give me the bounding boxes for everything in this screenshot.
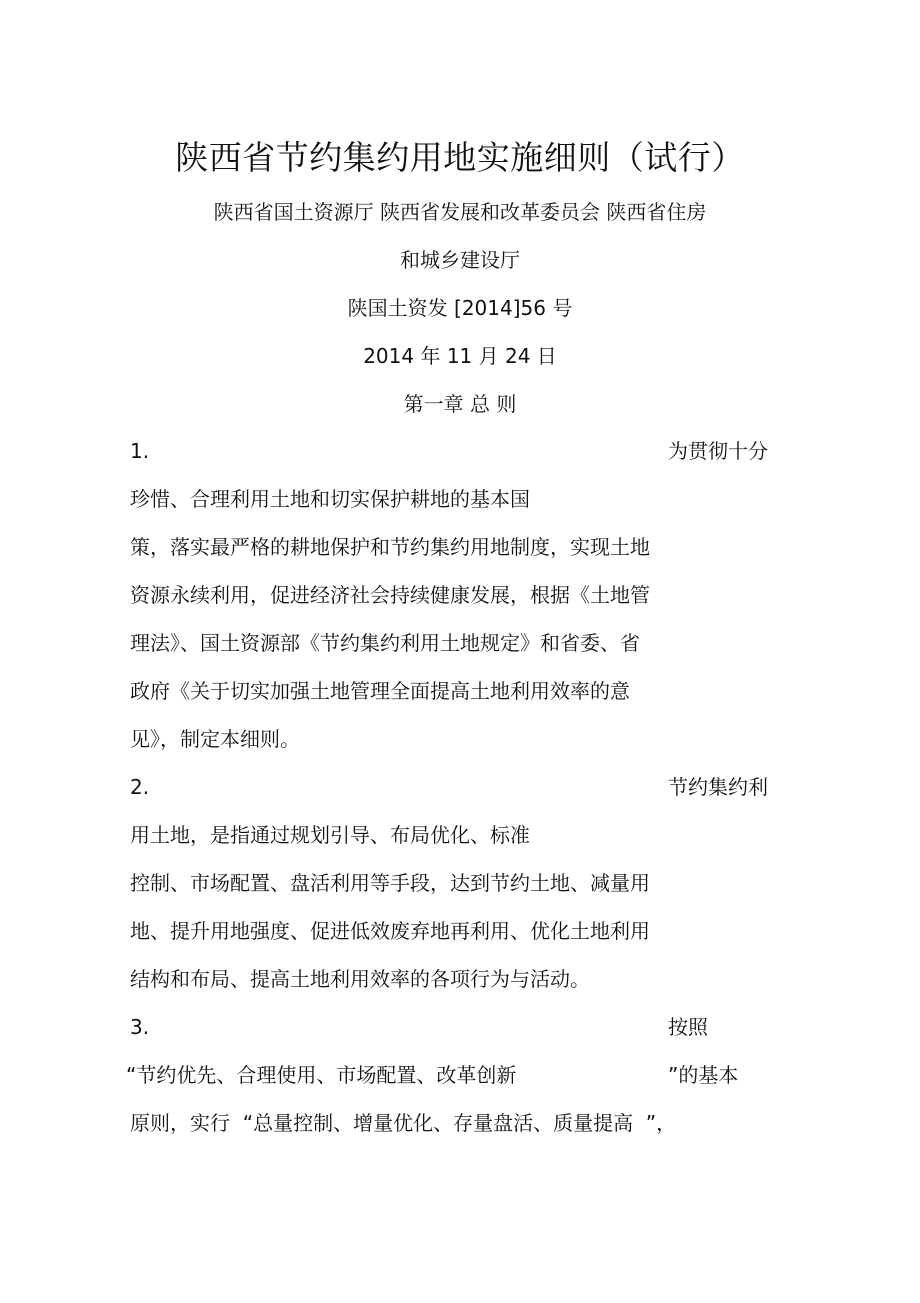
document-date: 2014 年 11 月 24 日: [363, 344, 557, 368]
article-line-right-part: ”的基本: [668, 1063, 739, 1087]
article-text-line: 珍惜、合理利用土地和切实保护耕地的基本国: [130, 487, 530, 511]
issuers-line-1: 陕西省国土资源厅 陕西省发展和改革委员会 陕西省住房: [213, 200, 707, 224]
document-title: 陕西省节约集约用地实施细则（试行）: [175, 138, 745, 177]
article-first-line-tail: 为贯彻十分: [668, 439, 768, 463]
article-number: 2.: [130, 775, 150, 799]
document-number: 陕国土资发 [2014]56 号: [347, 296, 573, 320]
article-first-line-tail: 按照: [668, 1015, 708, 1039]
article-text-line: 策，落实最严格的耕地保护和节约集约用地制度，实现土地: [130, 535, 650, 559]
article-text-line: 原则，实行 “总量控制、增量优化、存量盘活、质量提高 ”，: [130, 1111, 677, 1135]
article-text-line: 理法》、国土资源部《节约集约利用土地规定》和省委、省: [130, 631, 640, 655]
article-text-line: “节约优先、合理使用、市场配置、改革创新: [126, 1063, 517, 1087]
article-number: 3.: [130, 1015, 150, 1039]
article-text-line: 用土地，是指通过规划引导、布局优化、标准: [130, 823, 530, 847]
issuers-line-2: 和城乡建设厅: [400, 248, 520, 272]
article-text-line: 政府《关于切实加强土地管理全面提高土地利用效率的意: [130, 679, 630, 703]
article-text-line: 地、提升用地强度、促进低效废弃地再利用、优化土地利用: [130, 919, 650, 943]
article-number: 1.: [130, 439, 150, 463]
article-text-line: 控制、市场配置、盘活利用等手段，达到节约土地、减量用: [130, 871, 650, 895]
article-text-line: 资源永续利用，促进经济社会持续健康发展，根据《土地管: [130, 583, 650, 607]
article-text-line: 结构和布局、提高土地利用效率的各项行为与活动。: [130, 967, 590, 991]
article-first-line-tail: 节约集约利: [668, 775, 768, 799]
article-text-line: 见》，制定本细则。: [130, 727, 300, 751]
chapter-heading: 第一章 总 则: [403, 392, 517, 416]
